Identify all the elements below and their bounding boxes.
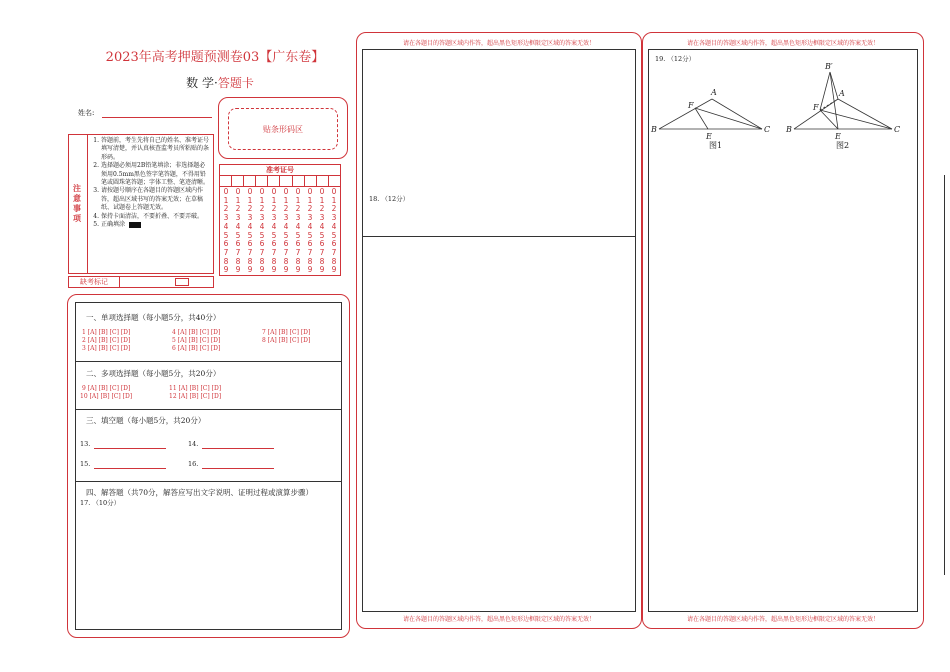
digit-bubble[interactable]: 4 [223,221,229,231]
section-divider [76,481,341,482]
digit-bubble[interactable]: 7 [307,247,313,257]
digit-bubble[interactable]: 8 [247,256,253,266]
subject-label: 数 学· [186,76,218,90]
digit-bubble[interactable]: 0 [235,187,241,196]
section-divider [76,361,341,362]
digit-bubble[interactable]: 7 [223,247,229,257]
digit-bubble[interactable]: 1 [307,195,313,205]
exam-number-column[interactable] [292,188,304,275]
section-solution-title: 四、解答题（共70分，解答应写出文字说明、证明过程或演算步骤） [86,488,314,497]
digit-bubble[interactable]: 8 [331,256,337,266]
digit-bubble[interactable]: 1 [271,195,277,205]
figure-1 [659,99,762,129]
section-divider [76,409,341,410]
choice-row[interactable]: 2 [A] [B] [C] [D] [82,337,131,344]
digit-bubble[interactable]: 7 [259,247,265,257]
fig1-label-a: A [711,88,717,97]
digit-bubble[interactable]: 1 [223,195,229,205]
choice-row[interactable]: 9 [A] [B] [C] [D] [82,385,131,392]
digit-bubble[interactable]: 3 [331,213,337,223]
choice-row[interactable]: 3 [A] [B] [C] [D] [82,345,131,352]
digit-bubble[interactable]: 5 [307,230,313,240]
digit-bubble[interactable]: 9 [283,265,289,275]
digit-bubble[interactable]: 4 [247,221,253,231]
digit-bubble[interactable]: 6 [271,239,277,249]
question-19-label: 19. （12分） [655,55,696,63]
digit-bubble[interactable]: 0 [223,187,229,196]
digit-bubble[interactable]: 6 [283,239,289,249]
fig2-label-a: A [839,89,845,98]
warning-bottom: 请在各题目的答题区域内作答，超出黑色矩形边框限定区域的答案无效！ [686,616,879,623]
digit-bubble[interactable]: 8 [283,256,289,266]
digit-bubble[interactable]: 8 [235,256,241,266]
absent-mark-row [68,276,214,288]
digit-bubble[interactable]: 7 [295,247,301,257]
digit-bubble[interactable]: 6 [235,239,241,249]
digit-bubble[interactable]: 7 [331,247,337,257]
fill-answer-14[interactable] [202,448,274,449]
exam-number-cell[interactable] [244,175,256,186]
exam-number-write-cells[interactable] [220,175,340,187]
exam-number-cell[interactable] [220,175,232,186]
digit-bubble[interactable]: 0 [331,187,337,196]
digit-bubble[interactable]: 8 [319,256,325,266]
barcode-area [218,97,348,159]
question-18-answer-area[interactable] [363,237,635,611]
absent-mark-label: 缺考标记 [69,277,120,287]
digit-bubble[interactable]: 9 [331,265,337,275]
digit-bubble[interactable]: 9 [223,265,229,275]
digit-bubble[interactable]: 3 [271,213,277,223]
digit-bubble[interactable]: 5 [331,230,337,240]
digit-bubble[interactable]: 3 [247,213,253,223]
fill-sample-swatch [129,222,141,228]
exam-number-column[interactable] [268,188,280,275]
note-item: 2. 选择题必须用2B铅笔填涂；非选择题必须用0.5mm黑色签字笔答题，不得用铅笔或圆珠笔答题；字体工整、笔迹清晰。 [93,162,210,187]
notes-label: 注意事项 [69,135,88,273]
fill-answer-16[interactable] [202,468,274,469]
digit-bubble[interactable]: 5 [319,230,325,240]
digit-bubble[interactable]: 5 [283,230,289,240]
digit-bubble[interactable]: 6 [307,239,313,249]
exam-number-cell[interactable] [268,175,280,186]
digit-bubble[interactable]: 7 [283,247,289,257]
digit-bubble[interactable]: 8 [271,256,277,266]
digit-bubble[interactable]: 7 [247,247,253,257]
digit-bubble[interactable]: 3 [283,213,289,223]
card-subtitle [160,74,280,91]
digit-bubble[interactable]: 9 [271,265,277,275]
exam-number-bubbles[interactable] [220,188,340,275]
digit-bubble[interactable]: 4 [331,221,337,231]
exam-number-cell[interactable] [232,175,244,186]
segment-fc [695,108,762,129]
fig2-label-b: B [786,125,792,134]
digit-bubble[interactable]: 6 [319,239,325,249]
choice-row[interactable]: 12 [A] [B] [C] [D] [169,393,222,400]
digit-bubble[interactable]: 3 [259,213,265,223]
exam-number-cell[interactable] [256,175,268,186]
digit-bubble[interactable]: 1 [295,195,301,205]
digit-bubble[interactable]: 1 [331,195,337,205]
digit-bubble[interactable]: 3 [319,213,325,223]
answer-frame [648,49,918,612]
digit-bubble[interactable]: 3 [295,213,301,223]
digit-bubble[interactable]: 2 [283,204,289,214]
right-answer-panel [642,32,924,629]
exam-number-grid [219,164,341,276]
choice-row[interactable]: 1 [A] [B] [C] [D] [82,329,131,336]
digit-bubble[interactable]: 4 [259,221,265,231]
segment-bprime-a [830,72,838,99]
choice-row[interactable]: 4 [A] [B] [C] [D] [172,329,221,336]
fig2-label-c: C [894,125,901,134]
fill-answer-15[interactable] [94,468,166,469]
segment-bprime-f [820,72,830,110]
digit-bubble[interactable]: 6 [247,239,253,249]
exam-number-column[interactable] [256,188,268,275]
fig2-label-bprime: B′ [825,62,833,71]
exam-number-column[interactable] [316,188,328,275]
fig2-label-e: E [835,132,841,141]
figure-2 [794,72,892,129]
exam-number-cell[interactable] [280,175,292,186]
exam-number-column[interactable] [304,188,316,275]
digit-bubble[interactable]: 5 [271,230,277,240]
digit-bubble[interactable]: 2 [295,204,301,214]
digit-bubble[interactable]: 7 [271,247,277,257]
digit-bubble[interactable]: 6 [259,239,265,249]
fig2-label-f: F [813,103,819,112]
digit-bubble[interactable]: 1 [319,195,325,205]
digit-bubble[interactable]: 0 [295,187,301,196]
digit-bubble[interactable]: 5 [259,230,265,240]
note-item: 1. 答题前，考生先将自己的姓名、准考证号填写清楚，并认真核查监考员所粘贴的条形码。 [93,137,210,161]
digit-bubble[interactable]: 7 [319,247,325,257]
digit-bubble[interactable]: 1 [235,195,241,205]
answer-frame [75,302,342,630]
choice-row[interactable]: 7 [A] [B] [C] [D] [262,329,311,336]
barcode-label: 贴条形码区 [228,108,338,150]
fig1-label-f: F [688,101,694,110]
segment-ba [659,99,712,129]
digit-bubble[interactable]: 2 [331,204,337,214]
digit-bubble[interactable]: 4 [283,221,289,231]
choice-row[interactable]: 8 [A] [B] [C] [D] [262,337,311,344]
digit-bubble[interactable]: 5 [295,230,301,240]
digit-bubble[interactable]: 9 [307,265,313,275]
exam-number-cell[interactable] [293,175,305,186]
absent-mark-checkbox[interactable] [175,278,189,286]
digit-bubble[interactable]: 9 [319,265,325,275]
answer-card-label: 答题卡 [217,76,254,90]
warning-bottom: 请在各题目的答题区域内作答，超出黑色矩形边框限定区域的答案无效！ [402,616,595,623]
digit-bubble[interactable]: 1 [259,195,265,205]
segment-fe [820,110,838,129]
middle-answer-panel [356,32,642,629]
question-18-label: 18. （12分） [369,195,410,203]
question-17-continued-area[interactable] [363,50,635,236]
name-field[interactable] [102,117,212,118]
exam-number-cell[interactable] [305,175,317,186]
notes-box [68,134,214,274]
digit-bubble[interactable]: 0 [271,187,277,196]
segment-bprime-e [830,72,838,129]
digit-bubble[interactable]: 9 [295,265,301,275]
section-multi-choice-title: 二、多项选择题（每小题5分，共20分） [86,369,221,378]
digit-bubble[interactable]: 9 [235,265,241,275]
fill-answer-13[interactable] [94,448,166,449]
name-label: 姓名: [78,109,95,117]
notes-list [89,137,211,229]
objective-answer-panel [67,294,350,638]
segment-ac [712,99,762,129]
digit-bubble[interactable]: 3 [307,213,313,223]
fig1-label-b: B [651,125,657,134]
page-edge-line [944,175,947,575]
digit-bubble[interactable]: 5 [235,230,241,240]
digit-bubble[interactable]: 7 [235,247,241,257]
digit-bubble[interactable]: 4 [295,221,301,231]
warning-top: 请在各题目的答题区域内作答，超出黑色矩形边框限定区域的答案无效！ [686,40,879,47]
digit-bubble[interactable]: 6 [331,239,337,249]
digit-bubble[interactable]: 9 [259,265,265,275]
digit-bubble[interactable]: 0 [259,187,265,196]
choice-row[interactable]: 6 [A] [B] [C] [D] [172,345,221,352]
digit-bubble[interactable]: 5 [247,230,253,240]
digit-bubble[interactable]: 8 [259,256,265,266]
fill-label-15: 15. [80,460,91,468]
exam-number-column[interactable] [244,188,256,275]
digit-bubble[interactable]: 4 [235,221,241,231]
choice-row[interactable]: 11 [A] [B] [C] [D] [169,385,222,392]
warning-top: 请在各题目的答题区域内作答，超出黑色矩形边框限定区域的答案无效！ [402,40,595,47]
segment-fc [820,110,892,129]
digit-bubble[interactable]: 4 [319,221,325,231]
figure-2-caption: 图2 [836,141,850,150]
digit-bubble[interactable]: 2 [271,204,277,214]
digit-bubble[interactable]: 1 [283,195,289,205]
digit-bubble[interactable]: 9 [247,265,253,275]
exam-number-cell[interactable] [329,175,340,186]
section-single-choice-title: 一、单项选择题（每小题5分，共40分） [86,313,221,322]
digit-bubble[interactable]: 2 [319,204,325,214]
exam-number-cell[interactable] [317,175,329,186]
digit-bubble[interactable]: 6 [223,239,229,249]
choice-row[interactable]: 10 [A] [B] [C] [D] [80,393,133,400]
digit-bubble[interactable]: 4 [271,221,277,231]
digit-bubble[interactable]: 1 [247,195,253,205]
exam-number-column[interactable] [220,188,232,275]
digit-bubble[interactable]: 0 [319,187,325,196]
choice-row[interactable]: 5 [A] [B] [C] [D] [172,337,221,344]
note-item: 5. 正确填涂 [89,221,211,229]
digit-bubble[interactable]: 8 [223,256,229,266]
fill-label-13: 13. [80,440,91,448]
note-item: 4. 保持卡面清洁，不要折叠、不要弄破。 [93,212,204,220]
digit-bubble[interactable]: 2 [247,204,253,214]
fig1-label-c: C [764,125,771,134]
digit-bubble[interactable]: 8 [295,256,301,266]
question-17-answer-area[interactable] [76,508,341,629]
section-fill-blank-title: 三、填空题（每小题5分，共20分） [86,416,206,425]
exam-number-column[interactable] [280,188,292,275]
digit-bubble[interactable]: 8 [307,256,313,266]
digit-bubble[interactable]: 5 [223,230,229,240]
digit-bubble[interactable]: 0 [247,187,253,196]
answer-frame [362,49,636,612]
fill-label-14: 14. [188,440,199,448]
digit-bubble[interactable]: 4 [307,221,313,231]
exam-number-column[interactable] [232,188,244,275]
note-item: 3. 请按题号顺序在各题目的答题区域内作答，超出区域书写的答案无效；在草稿纸、试题卷上答题无效。 [93,187,204,212]
figure-1-caption: 图1 [709,141,723,150]
digit-bubble[interactable]: 6 [295,239,301,249]
exam-number-title: 准考证号 [220,165,340,176]
exam-number-column[interactable] [328,188,340,275]
digit-bubble[interactable]: 2 [223,204,229,214]
digit-bubble[interactable]: 2 [259,204,265,214]
fig1-label-e: E [706,132,712,141]
digit-bubble[interactable]: 0 [307,187,313,196]
card-title: 2023年高考押题预测卷03【广东卷】 [105,50,325,65]
question-17-label: 17. （10分） [80,499,121,507]
question-19-answer-area[interactable] [649,150,917,611]
fill-label-16: 16. [188,460,199,468]
digit-bubble[interactable]: 3 [223,213,229,223]
digit-bubble[interactable]: 0 [283,187,289,196]
digit-bubble[interactable]: 2 [235,204,241,214]
digit-bubble[interactable]: 3 [235,213,241,223]
digit-bubble[interactable]: 2 [307,204,313,214]
segment-ac [838,99,892,129]
